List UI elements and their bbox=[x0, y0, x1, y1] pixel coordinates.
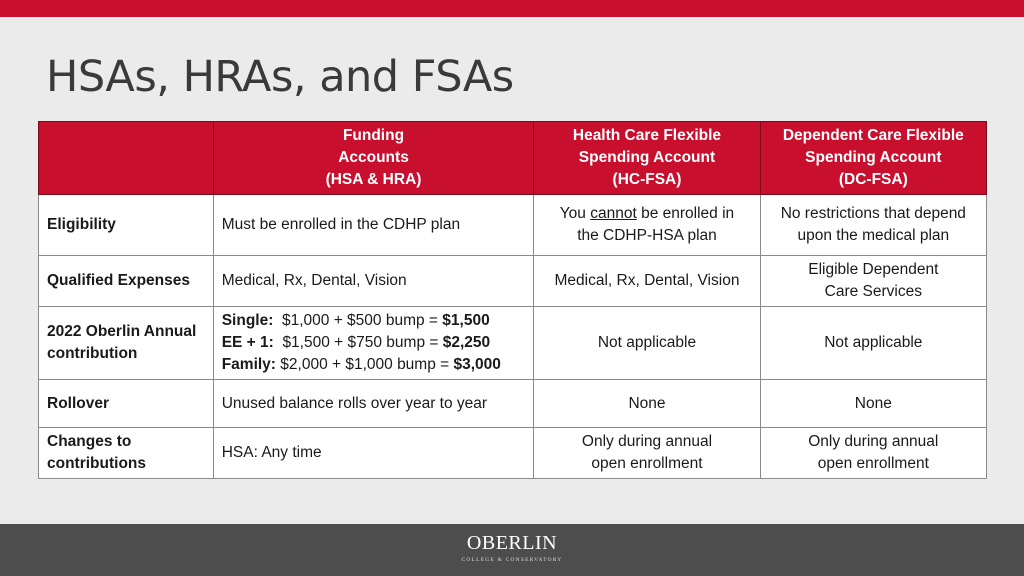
cell-line: Only during annual bbox=[808, 433, 939, 450]
row-label: Eligibility bbox=[39, 195, 214, 256]
underlined-text: cannot bbox=[590, 205, 637, 222]
funding-cell: Unused balance rolls over year to year bbox=[213, 380, 534, 428]
table-row-changes bbox=[39, 428, 987, 479]
cell-line: 2022 Oberlin Annual bbox=[47, 323, 197, 340]
contribution-line-single bbox=[222, 310, 526, 332]
logo-wordmark: OBERLIN bbox=[466, 532, 558, 554]
funding-cell bbox=[213, 307, 534, 380]
tier-label: Single: bbox=[221, 312, 274, 329]
logo-subtext: COLLEGE & CONSERVATORY bbox=[461, 557, 563, 563]
header-line: (HSA & HRA) bbox=[325, 171, 422, 188]
table-row-qualified-expenses bbox=[39, 256, 987, 307]
dcfsa-cell: Not applicable bbox=[760, 307, 986, 380]
table-row-rollover bbox=[39, 380, 987, 428]
cell-text: You bbox=[559, 205, 591, 222]
header-funding-accounts bbox=[213, 122, 534, 195]
cell-line: contribution bbox=[47, 345, 138, 362]
cell-line: Changes to bbox=[47, 433, 132, 450]
slide-title: HSAs, HRAs, and FSAs bbox=[46, 52, 514, 102]
cell-line: upon the medical plan bbox=[797, 227, 950, 244]
tier-label: EE + 1: bbox=[221, 334, 274, 351]
hcfsa-cell bbox=[534, 195, 760, 256]
cell-line bbox=[542, 203, 751, 225]
funding-cell: HSA: Any time bbox=[213, 428, 534, 479]
dcfsa-cell: None bbox=[760, 380, 986, 428]
tier-total: $2,250 bbox=[442, 334, 491, 351]
header-line: Spending Account bbox=[805, 149, 942, 166]
funding-cell: Must be enrolled in the CDHP plan bbox=[213, 195, 534, 256]
funding-cell: Medical, Rx, Dental, Vision bbox=[213, 256, 534, 307]
header-line: Dependent Care Flexible bbox=[782, 127, 964, 144]
row-label: Rollover bbox=[39, 380, 214, 428]
cell-line: the CDHP-HSA plan bbox=[577, 227, 717, 244]
table-row-annual-contribution bbox=[39, 307, 987, 380]
tier-label: Family: bbox=[221, 356, 276, 373]
cell-line: Care Services bbox=[824, 283, 922, 300]
contribution-line-family bbox=[222, 354, 526, 376]
dcfsa-cell bbox=[760, 256, 986, 307]
contribution-line-ee-plus-one bbox=[222, 332, 526, 354]
header-dc-fsa bbox=[760, 122, 986, 195]
header-line: Health Care Flexible bbox=[572, 127, 722, 144]
hcfsa-cell bbox=[534, 428, 760, 479]
hcfsa-cell: Not applicable bbox=[534, 307, 760, 380]
table-header-row bbox=[39, 122, 987, 195]
tier-amount: $1,500 + $750 bump = bbox=[273, 334, 443, 351]
dcfsa-cell bbox=[760, 428, 986, 479]
header-hc-fsa bbox=[534, 122, 760, 195]
row-label: Qualified Expenses bbox=[39, 256, 214, 307]
header-line: (DC-FSA) bbox=[838, 171, 908, 188]
row-label bbox=[39, 428, 214, 479]
tier-amount: $2,000 + $1,000 bump = bbox=[275, 356, 454, 373]
top-accent-bar bbox=[0, 0, 1024, 17]
oberlin-logo bbox=[440, 532, 584, 566]
cell-line: No restrictions that depend bbox=[780, 205, 966, 222]
header-line: Spending Account bbox=[578, 149, 716, 166]
cell-line: Only during annual bbox=[581, 433, 713, 450]
header-line: (HC-FSA) bbox=[612, 171, 682, 188]
cell-line: open enrollment bbox=[591, 455, 703, 472]
tier-total: $3,000 bbox=[453, 356, 501, 373]
cell-line: open enrollment bbox=[817, 455, 929, 472]
header-line: Funding bbox=[342, 127, 405, 144]
hcfsa-cell: None bbox=[534, 380, 760, 428]
cell-line: Eligible Dependent bbox=[808, 261, 939, 278]
tier-amount: $1,000 + $500 bump = bbox=[273, 312, 443, 329]
dcfsa-cell bbox=[760, 195, 986, 256]
header-empty-cell bbox=[39, 122, 214, 195]
cell-line: contributions bbox=[47, 455, 147, 472]
comparison-table bbox=[38, 121, 987, 479]
header-line: Accounts bbox=[338, 149, 409, 166]
hcfsa-cell: Medical, Rx, Dental, Vision bbox=[534, 256, 760, 307]
table-row-eligibility bbox=[39, 195, 987, 256]
footer-bar bbox=[0, 524, 1024, 576]
tier-total: $1,500 bbox=[442, 312, 490, 329]
row-label bbox=[39, 307, 214, 380]
cell-text: be enrolled in bbox=[636, 205, 735, 222]
